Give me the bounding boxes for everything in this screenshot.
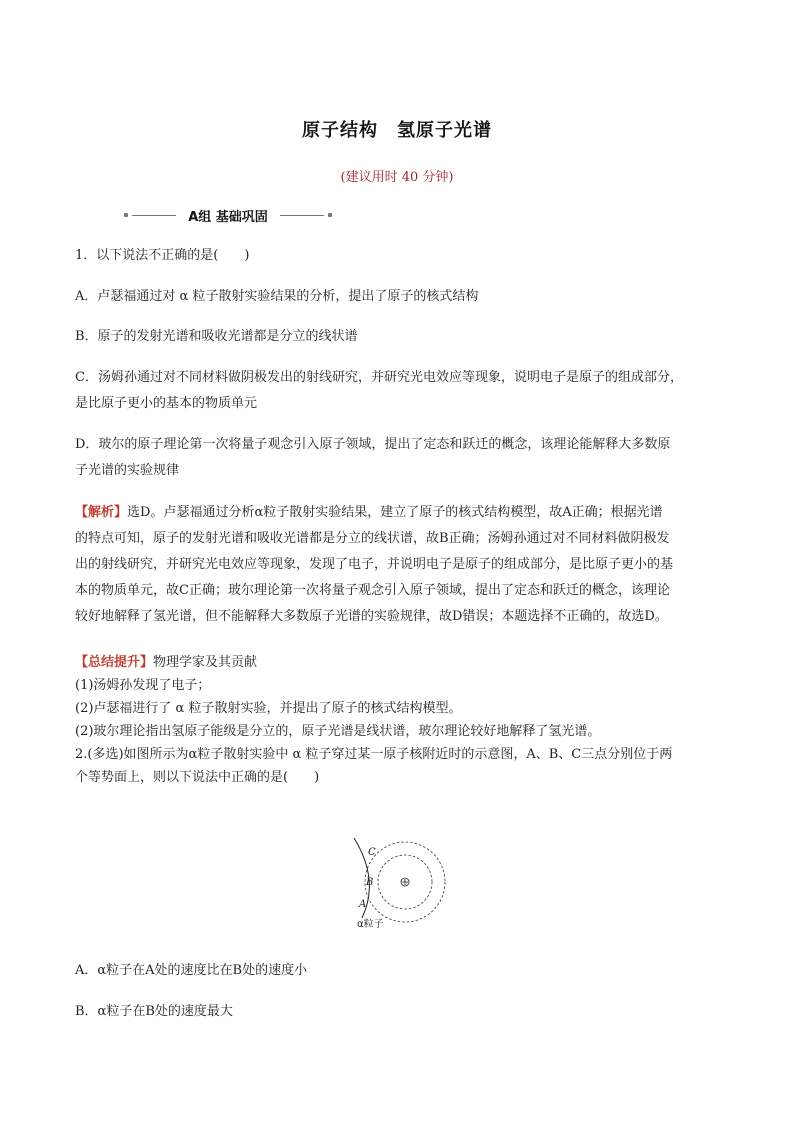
- analysis-text: 选D。卢瑟福通过分析α粒子散射实验结果，建立了原子的核式结构模型，故A正确；根据光谱: [127, 505, 663, 520]
- divider-line: [132, 215, 176, 216]
- summary-item: (2)卢瑟福进行了 α 粒子散射实验，并提出了原子的核式结构模型。: [75, 701, 462, 716]
- summary-block: [75, 651, 720, 789]
- summary-item: (2)玻尔理论指出氢原子能级是分立的，原子光谱是线状谱，玻尔理论较好地解释了氢光谱。: [75, 724, 601, 739]
- scattering-diagram: [340, 830, 450, 935]
- point-b-label: B: [366, 877, 374, 888]
- summary-heading: 物理学家及其贡献: [153, 655, 258, 670]
- analysis-line: [75, 500, 720, 526]
- analysis-line: 出的射线研究，并研究光电效应等现象，发现了电子，并说明电子是原子的组成部分，是比原子更小的基: [75, 557, 674, 572]
- divider-line: [280, 215, 324, 216]
- alpha-particle-label: α粒子: [357, 919, 384, 930]
- analysis-tag: 【解析】: [75, 505, 128, 520]
- analysis-block: [75, 500, 720, 630]
- question-2-option-b: B．α粒子在B处的速度最大: [75, 1004, 233, 1019]
- question-2-option-a: A．α粒子在A处的速度比在B处的速度小: [75, 963, 308, 978]
- page-title: 原子结构 氢原子光谱: [302, 120, 492, 141]
- option-c-line: 是比原子更小的基本的物质单元: [75, 396, 258, 411]
- section-header: [118, 206, 338, 224]
- divider-dot: [124, 213, 128, 217]
- summary-heading-line: [75, 651, 720, 674]
- point-a-label: A: [359, 899, 367, 910]
- question-1-option-d: [75, 432, 720, 484]
- option-d-line: D．玻尔的原子理论第一次将量子观念引入原子领域，提出了定态和跃迁的概念，该理论能解释大多数原: [75, 437, 671, 452]
- summary-item: (1)汤姆孙发现了电子；: [75, 678, 211, 693]
- question-1-option-a: A．卢瑟福通过对 α 粒子散射实验结果的分析，提出了原子的核式结构: [75, 289, 479, 304]
- question-1-stem: 1．以下说法不正确的是( ): [75, 248, 250, 263]
- suggested-time: (建议用时 40 分钟): [340, 170, 454, 185]
- question-2-stem: 个等势面上，则以下说法中正确的是( ): [75, 770, 320, 785]
- question-1-option-b: B．原子的发射光谱和吸收光谱都是分立的线状谱: [75, 329, 358, 344]
- section-label: A组 基础巩固: [188, 209, 268, 225]
- point-c-label: C: [368, 847, 376, 858]
- divider-dot: [328, 213, 332, 217]
- analysis-line: 较好地解释了氢光谱，但不能解释大多数原子光谱的实验规律，故D错误；本题选择不正确的，故选D。: [75, 609, 668, 624]
- summary-tag: 【总结提升】: [75, 655, 154, 670]
- analysis-line: 本的物质单元，故C正确；玻尔理论第一次将量子观念引入原子领域，提出了定态和跃迁的概念，该理论: [75, 583, 670, 598]
- question-1-option-c: [75, 365, 720, 417]
- option-c-line: C．汤姆孙通过对不同材料做阴极发出的射线研究，并研究光电效应等现象，说明电子是原子的组成部分，: [75, 370, 683, 385]
- analysis-line: 的特点可知，原子的发射光谱和吸收光谱都是分立的线状谱，故B正确；汤姆孙通过对不同材料做阴极发: [75, 531, 670, 546]
- alpha-scattering-figure: [340, 830, 450, 935]
- question-2-stem: 2.(多选)如图所示为α粒子散射实验中 α 粒子穿过某一原子核附近时的示意图，A、B、C三点分别位于两: [75, 747, 673, 762]
- option-d-line: 子光谱的实验规律: [75, 463, 180, 478]
